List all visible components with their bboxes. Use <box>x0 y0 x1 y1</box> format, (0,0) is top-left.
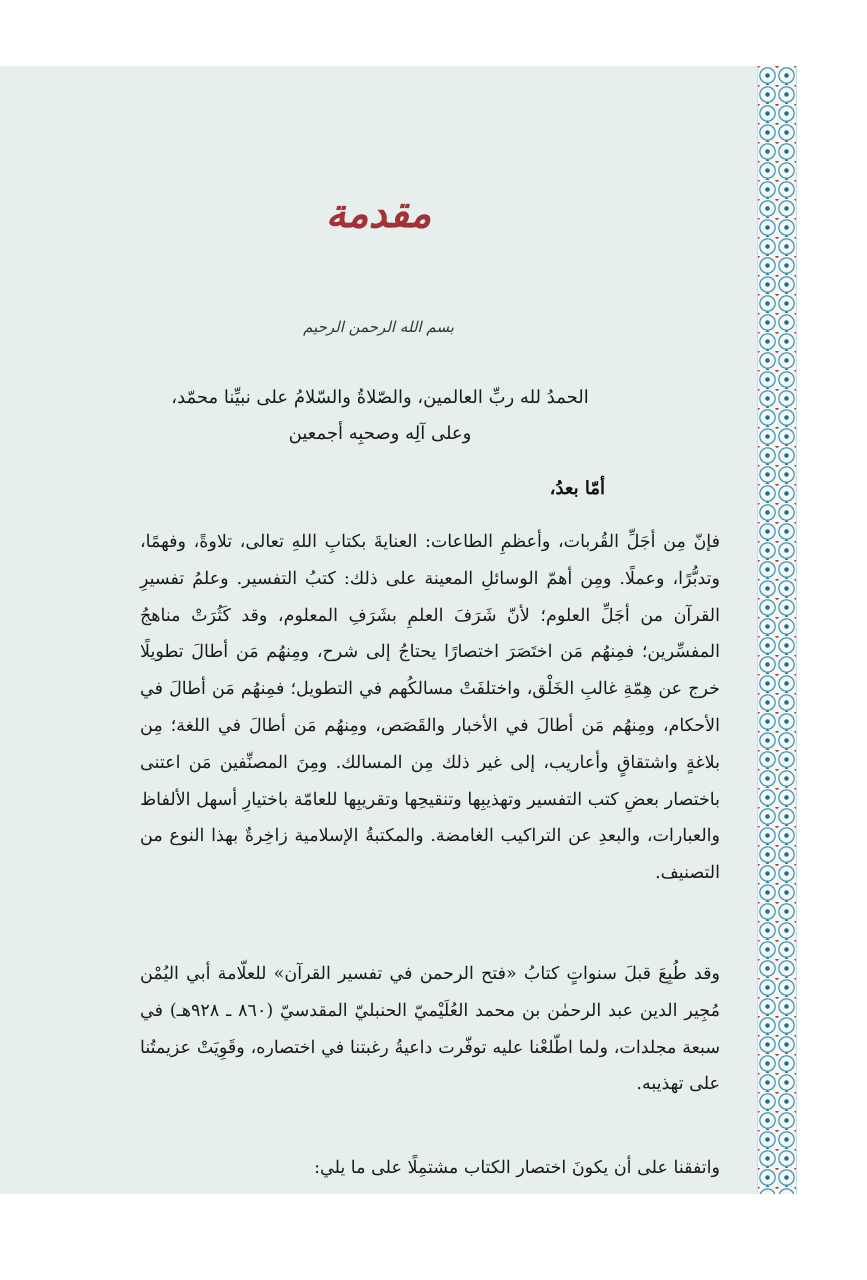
paragraph-1-text: فإنّ مِن أجَلِّ القُربات، وأعظمِ الطاعات: العنايةَ بكتابِ اللهِ تعالى، تلاوةً، وفهمًا، وتدبُّرًا، وعملًا. ومِن أهمّ الوسائلِ المعينة على ذلك: كتبُ التفسير. وعلمُ تفسيرِ القرآن من أجَلِّ العلوم؛ لأنّ شَرَفَ العلمِ بشَرَفِ المعلوم، وقد كَثُرَتْ مناهجُ المفسِّرين؛ فمِنهُم مَن اختَصَرَ اختصارًا يحتاجُ إلى شرح، ومِنهُم مَن أطالَ تطويلًا خرج عن هِمّةِ غالبِ الخَلْق، واختلفَتْ مسالكُهم في التطويل؛ فمِنهُم مَن أطالَ في الأحكام، ومِنهُم مَن أطالَ في الأخبار والقَصَص، ومِنهُم مَن أطالَ في اللغة؛ مِن بلاغةٍ واشتقاقٍ وأعاريب، إلى غير ذلك مِن المسالك. ومِنَ المصنِّفين مَن اعتنى باختصار بعضِ كتب التفسير وتهذيبِها وتنقيحِها وتقريبِها للعامّة باختيارِ أسهل الألفاظ والعبارات، والبعدِ عن التراكيب الغامضة. والمكتبةُ الإسلامية زاخِرةٌ بهذا النوع من التصنيف. <box>140 532 720 884</box>
paragraph-3-text: واتفقنا على أن يكونَ اختصار الكتاب مشتمِلًا على ما يلي: <box>314 1158 720 1178</box>
doxology: الحمدُ لله ربِّ العالمين، والصّلاةُ والسّلامُ على نبيِّنا محمّد، وعلى آلِه وصحبِه أجمعين <box>171 387 589 444</box>
page-title: مقدمة <box>325 190 432 237</box>
basmala: بسم الله الرحمن الرحيم <box>303 318 454 336</box>
paragraph-3 <box>140 1150 720 1187</box>
paragraph-2-text: وقد طُبِعَ قبلَ سنواتٍ كتابُ «فتح الرحمن في تفسير القرآن» للعلّامة أبي اليُمْن مُجِير الدين عبد الرحمٰن بن محمد العُلَيْميّ الحنبليّ المقدسيّ (٨٦٠ ـ ٩٢٨هـ) في سبعة مجلدات، ولما اطّلعْنا عليه توفّرت داعيةُ رغبتنا في اختصاره، وقَوِيَتْ عزيمتُنا على تهذيبه. <box>140 964 720 1095</box>
ornamental-border <box>757 66 797 1194</box>
salutation: أمّا بعدُ، <box>549 478 605 499</box>
paragraph-2 <box>140 956 720 1103</box>
paragraph-1 <box>140 524 720 892</box>
